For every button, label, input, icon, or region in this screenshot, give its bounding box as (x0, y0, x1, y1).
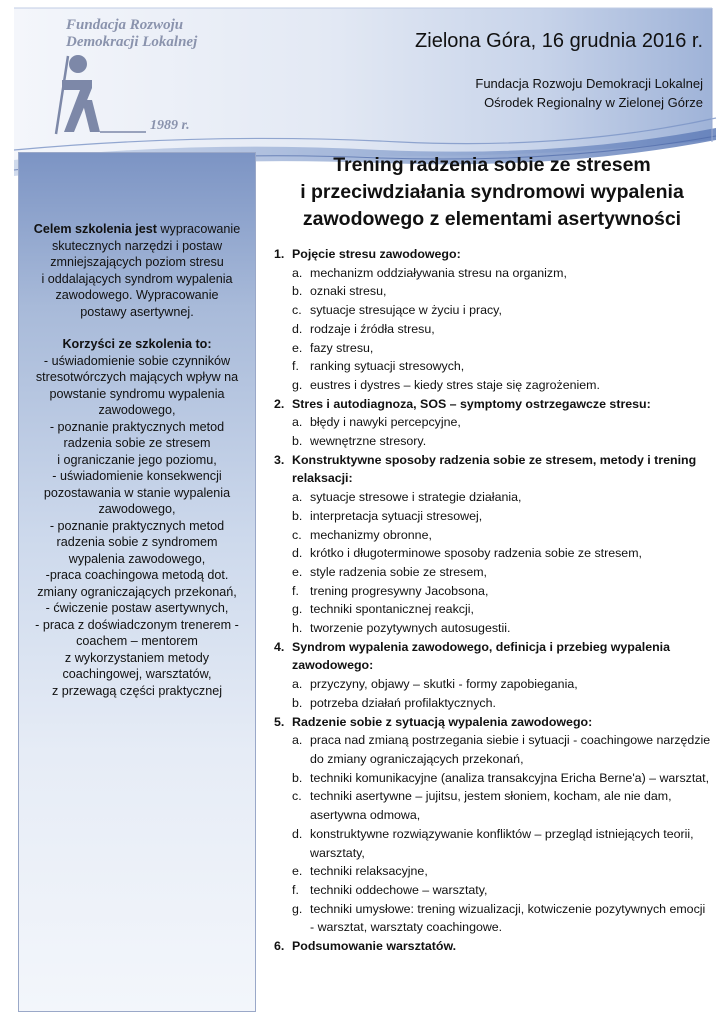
main-content (272, 152, 712, 956)
benefit-line: radzenia sobie z syndromem (56, 535, 218, 549)
subtopic-item (292, 264, 712, 283)
subtopic-letter: e. (292, 564, 303, 579)
subtopic-item (292, 769, 712, 788)
logo-org-name (66, 17, 197, 51)
goal-line: zmniejszających poziom stresu (50, 255, 224, 269)
topic-item (272, 451, 712, 638)
subtopic-letter: f. (292, 359, 299, 374)
subtopic-list (292, 413, 712, 450)
goal-line: zawodowego. Wypracowanie (55, 288, 219, 302)
subtopic-letter: g. (292, 901, 303, 916)
logo-org-line2: Demokracji Lokalnej (66, 34, 198, 50)
subtopic-text: interpretacja sytuacji stresowej, (310, 508, 483, 523)
subtopic-list (292, 675, 712, 712)
subtopic-text: techniki oddechowe – warsztaty, (310, 882, 488, 897)
subtopic-item (292, 432, 712, 451)
subtopic-text: mechanizm oddziaływania stresu na organizm, (310, 265, 567, 280)
subtopic-letter: e. (292, 864, 303, 879)
topic-number: 2. (274, 396, 285, 411)
topic-item (272, 713, 712, 937)
subtopic-letter: a. (292, 490, 303, 505)
benefits-heading: Korzyści ze szkolenia to: (62, 337, 212, 351)
subtopic-text: techniki spontanicznej reakcji, (310, 602, 474, 617)
subtopic-item (292, 619, 712, 638)
subtopic-letter: f. (292, 882, 299, 897)
sender-block (475, 74, 703, 112)
topic-heading: Podsumowanie warsztatów. (292, 939, 457, 954)
benefit-line: - uświadomienie konsekwencji (52, 469, 222, 483)
subtopic-letter: f. (292, 583, 299, 598)
subtopic-item (292, 488, 712, 507)
benefit-line: z wykorzystaniem metody (64, 650, 210, 665)
subtopic-item (292, 694, 712, 713)
subtopic-text: techniki asertywne – jujitsu, jestem słoniem, kocham, ale nie dam, asertywna odmowa, (310, 789, 672, 823)
sidebar-panel (18, 152, 256, 1012)
goal-line: wypracowanie (156, 222, 241, 236)
topic-number: 5. (274, 714, 285, 729)
topic-heading: Radzenie sobie z sytuacją wypalenia zawodowego: (292, 714, 593, 729)
subtopic-letter: e. (292, 340, 303, 355)
subtopic-text: techniki umysłowe: trening wizualizacji, kotwiczenie pozytywnych emocji - warsztat, warsztaty coachingowe. (310, 901, 706, 935)
benefit-line: coachem – mentorem (76, 634, 198, 648)
subtopic-letter: a. (292, 677, 303, 692)
benefit-line: zawodowego, (98, 502, 176, 516)
benefit-line: zmiany ograniczających przekonań, (37, 584, 237, 599)
benefit-line: zawodowego, (98, 403, 176, 417)
program-topics-list (272, 245, 712, 956)
subtopic-text: techniki komunikacyjne (analiza transakcyjna Ericha Berne'a) – warsztat, (310, 770, 710, 785)
goal-line: i oddalających syndrom wypalenia (41, 271, 233, 286)
subtopic-letter: c. (292, 789, 302, 804)
subtopic-item (292, 544, 712, 563)
subtopic-item (292, 582, 712, 601)
benefit-line: coachingowej, warsztatów, (62, 667, 212, 681)
benefit-line: pozostawania w stanie wypalenia (43, 485, 231, 500)
subtopic-text: fazy stresu, (310, 340, 374, 355)
topic-heading: Konstruktywne sposoby radzenia sobie ze stresem, metody i trening relaksacji: (292, 452, 697, 486)
benefit-line: stresotwórczych mających wpływ na (35, 370, 239, 384)
subtopic-text: ranking sytuacji stresowych, (310, 359, 465, 374)
subtopic-item (292, 787, 712, 824)
benefit-line: z przewagą części praktycznej (51, 683, 223, 698)
sender-org-name: Fundacja Rozwoju Demokracji Lokalnej (475, 76, 703, 91)
subtopic-item (292, 526, 712, 545)
goal-line: skutecznych narzędzi i postaw (51, 238, 223, 253)
subtopic-text: style radzenia sobie ze stresem, (310, 564, 487, 579)
subtopic-letter: a. (292, 415, 303, 430)
document-date: Zielona Góra, 16 grudnia 2016 r. (415, 30, 703, 52)
benefits-list (19, 353, 255, 700)
subtopic-text: przyczyny, objawy – skutki - formy zapobiegania, (310, 677, 578, 692)
benefit-line: - ćwiczenie postaw asertywnych, (45, 601, 229, 615)
subtopic-list (292, 731, 712, 937)
subtopic-letter: b. (292, 770, 303, 785)
subtopic-text: eustres i dystres – kiedy stres staje się zagrożeniem. (310, 377, 600, 392)
logo-org-line1: Fundacja Rozwoju (66, 17, 184, 33)
subtopic-item (292, 825, 712, 862)
training-title-line: zawodowego z elementami asertywności (302, 208, 682, 230)
subtopic-text: trening progresywny Jacobsona, (310, 583, 489, 598)
subtopic-text: tworzenie pozytywnych autosugestii. (310, 621, 511, 636)
subtopic-item (292, 881, 712, 900)
subtopic-letter: g. (292, 602, 303, 617)
topic-item (272, 937, 712, 956)
subtopic-text: techniki relaksacyjne, (310, 864, 428, 879)
benefit-line: powstanie syndromu wypalenia (49, 386, 225, 401)
sender-org-unit: Ośrodek Regionalny w Zielonej Górze (484, 95, 703, 110)
subtopic-text: wewnętrzne stresory. (310, 434, 427, 449)
training-title (272, 152, 712, 233)
benefit-line: wypalenia zawodowego, (68, 551, 206, 566)
training-title-line: Trening radzenia sobie ze stresem (333, 154, 651, 176)
topic-number: 1. (274, 247, 285, 261)
subtopic-letter: c. (292, 303, 302, 318)
benefit-line: - praca z doświadczonym trenerem - (35, 617, 239, 632)
topic-number: 3. (274, 452, 285, 467)
benefit-line: radzenia sobie ze stresem (63, 436, 211, 450)
topic-item (272, 245, 712, 395)
logo-year: 1989 r. (150, 118, 190, 133)
subtopic-letter: b. (292, 434, 303, 449)
benefit-line: -praca coachingowa metodą dot. (45, 568, 229, 582)
topic-number: 6. (274, 939, 285, 954)
subtopic-item (292, 413, 712, 432)
subtopic-item (292, 320, 712, 339)
subtopic-letter: a. (292, 265, 303, 280)
subtopic-letter: d. (292, 826, 303, 841)
benefit-line: - poznanie praktycznych metod (49, 419, 225, 434)
training-title-line: i przeciwdziałania syndromowi wypalenia (300, 181, 684, 203)
subtopic-letter: b. (292, 284, 303, 299)
subtopic-text: praca nad zmianą postrzegania siebie i sytuacji - coachingowe narzędzie do zmiany ograniczających przekonań, (310, 733, 711, 766)
subtopic-text: mechanizmy obronne, (310, 527, 432, 542)
subtopic-item (292, 900, 712, 937)
subtopic-item (292, 675, 712, 694)
subtopic-item (292, 301, 712, 320)
subtopic-letter: b. (292, 508, 303, 523)
subtopic-text: sytuacje stresujące w życiu i pracy, (310, 303, 502, 318)
subtopic-letter: h. (292, 621, 303, 636)
subtopic-text: sytuacje stresowe i strategie działania, (310, 490, 522, 505)
sidebar-content (19, 221, 255, 699)
goal-paragraph (19, 221, 255, 320)
benefit-line: - poznanie praktycznych metod (49, 518, 225, 533)
subtopic-letter: d. (292, 321, 303, 336)
logo-figure-icon (48, 48, 148, 140)
subtopic-item (292, 357, 712, 376)
subtopic-item (292, 282, 712, 301)
goal-line: postawy asertywnej. (80, 304, 194, 319)
subtopic-text: błędy i nawyki percepcyjne, (310, 415, 461, 430)
subtopic-list (292, 488, 712, 638)
subtopic-text: potrzeba działań profilaktycznych. (310, 695, 496, 710)
topic-heading: Syndrom wypalenia zawodowego, definicja i przebieg wypalenia zawodowego: (292, 639, 670, 673)
topic-number: 4. (274, 639, 285, 654)
benefit-line: i ograniczanie jego poziomu, (57, 452, 217, 467)
subtopic-text: oznaki stresu, (310, 284, 387, 299)
subtopic-letter: a. (292, 733, 303, 748)
goal-label: Celem szkolenia jest (33, 222, 157, 236)
topic-heading: Pojęcie stresu zawodowego: (292, 247, 461, 261)
subtopic-letter: c. (292, 527, 302, 542)
topic-item (272, 638, 712, 713)
subtopic-item (292, 563, 712, 582)
subtopic-letter: d. (292, 546, 303, 561)
subtopic-item (292, 862, 712, 881)
subtopic-item (292, 507, 712, 526)
subtopic-item (292, 600, 712, 619)
subtopic-text: konstruktywne rozwiązywanie konfliktów – przegląd istniejących teorii, warsztaty, (310, 826, 694, 860)
subtopic-list (292, 264, 712, 395)
subtopic-item (292, 731, 712, 768)
topic-heading: Stres i autodiagnoza, SOS – symptomy ostrzegawcze stresu: (292, 396, 651, 411)
subtopic-letter: g. (292, 377, 303, 392)
subtopic-letter: b. (292, 695, 303, 710)
benefit-line: - uświadomienie sobie czynników (43, 353, 231, 368)
subtopic-item (292, 339, 712, 358)
subtopic-item (292, 376, 712, 395)
topic-item (272, 395, 712, 451)
subtopic-text: krótko i długoterminowe sposoby radzenia sobie ze stresem, (310, 546, 642, 561)
subtopic-text: rodzaje i źródła stresu, (310, 321, 435, 336)
